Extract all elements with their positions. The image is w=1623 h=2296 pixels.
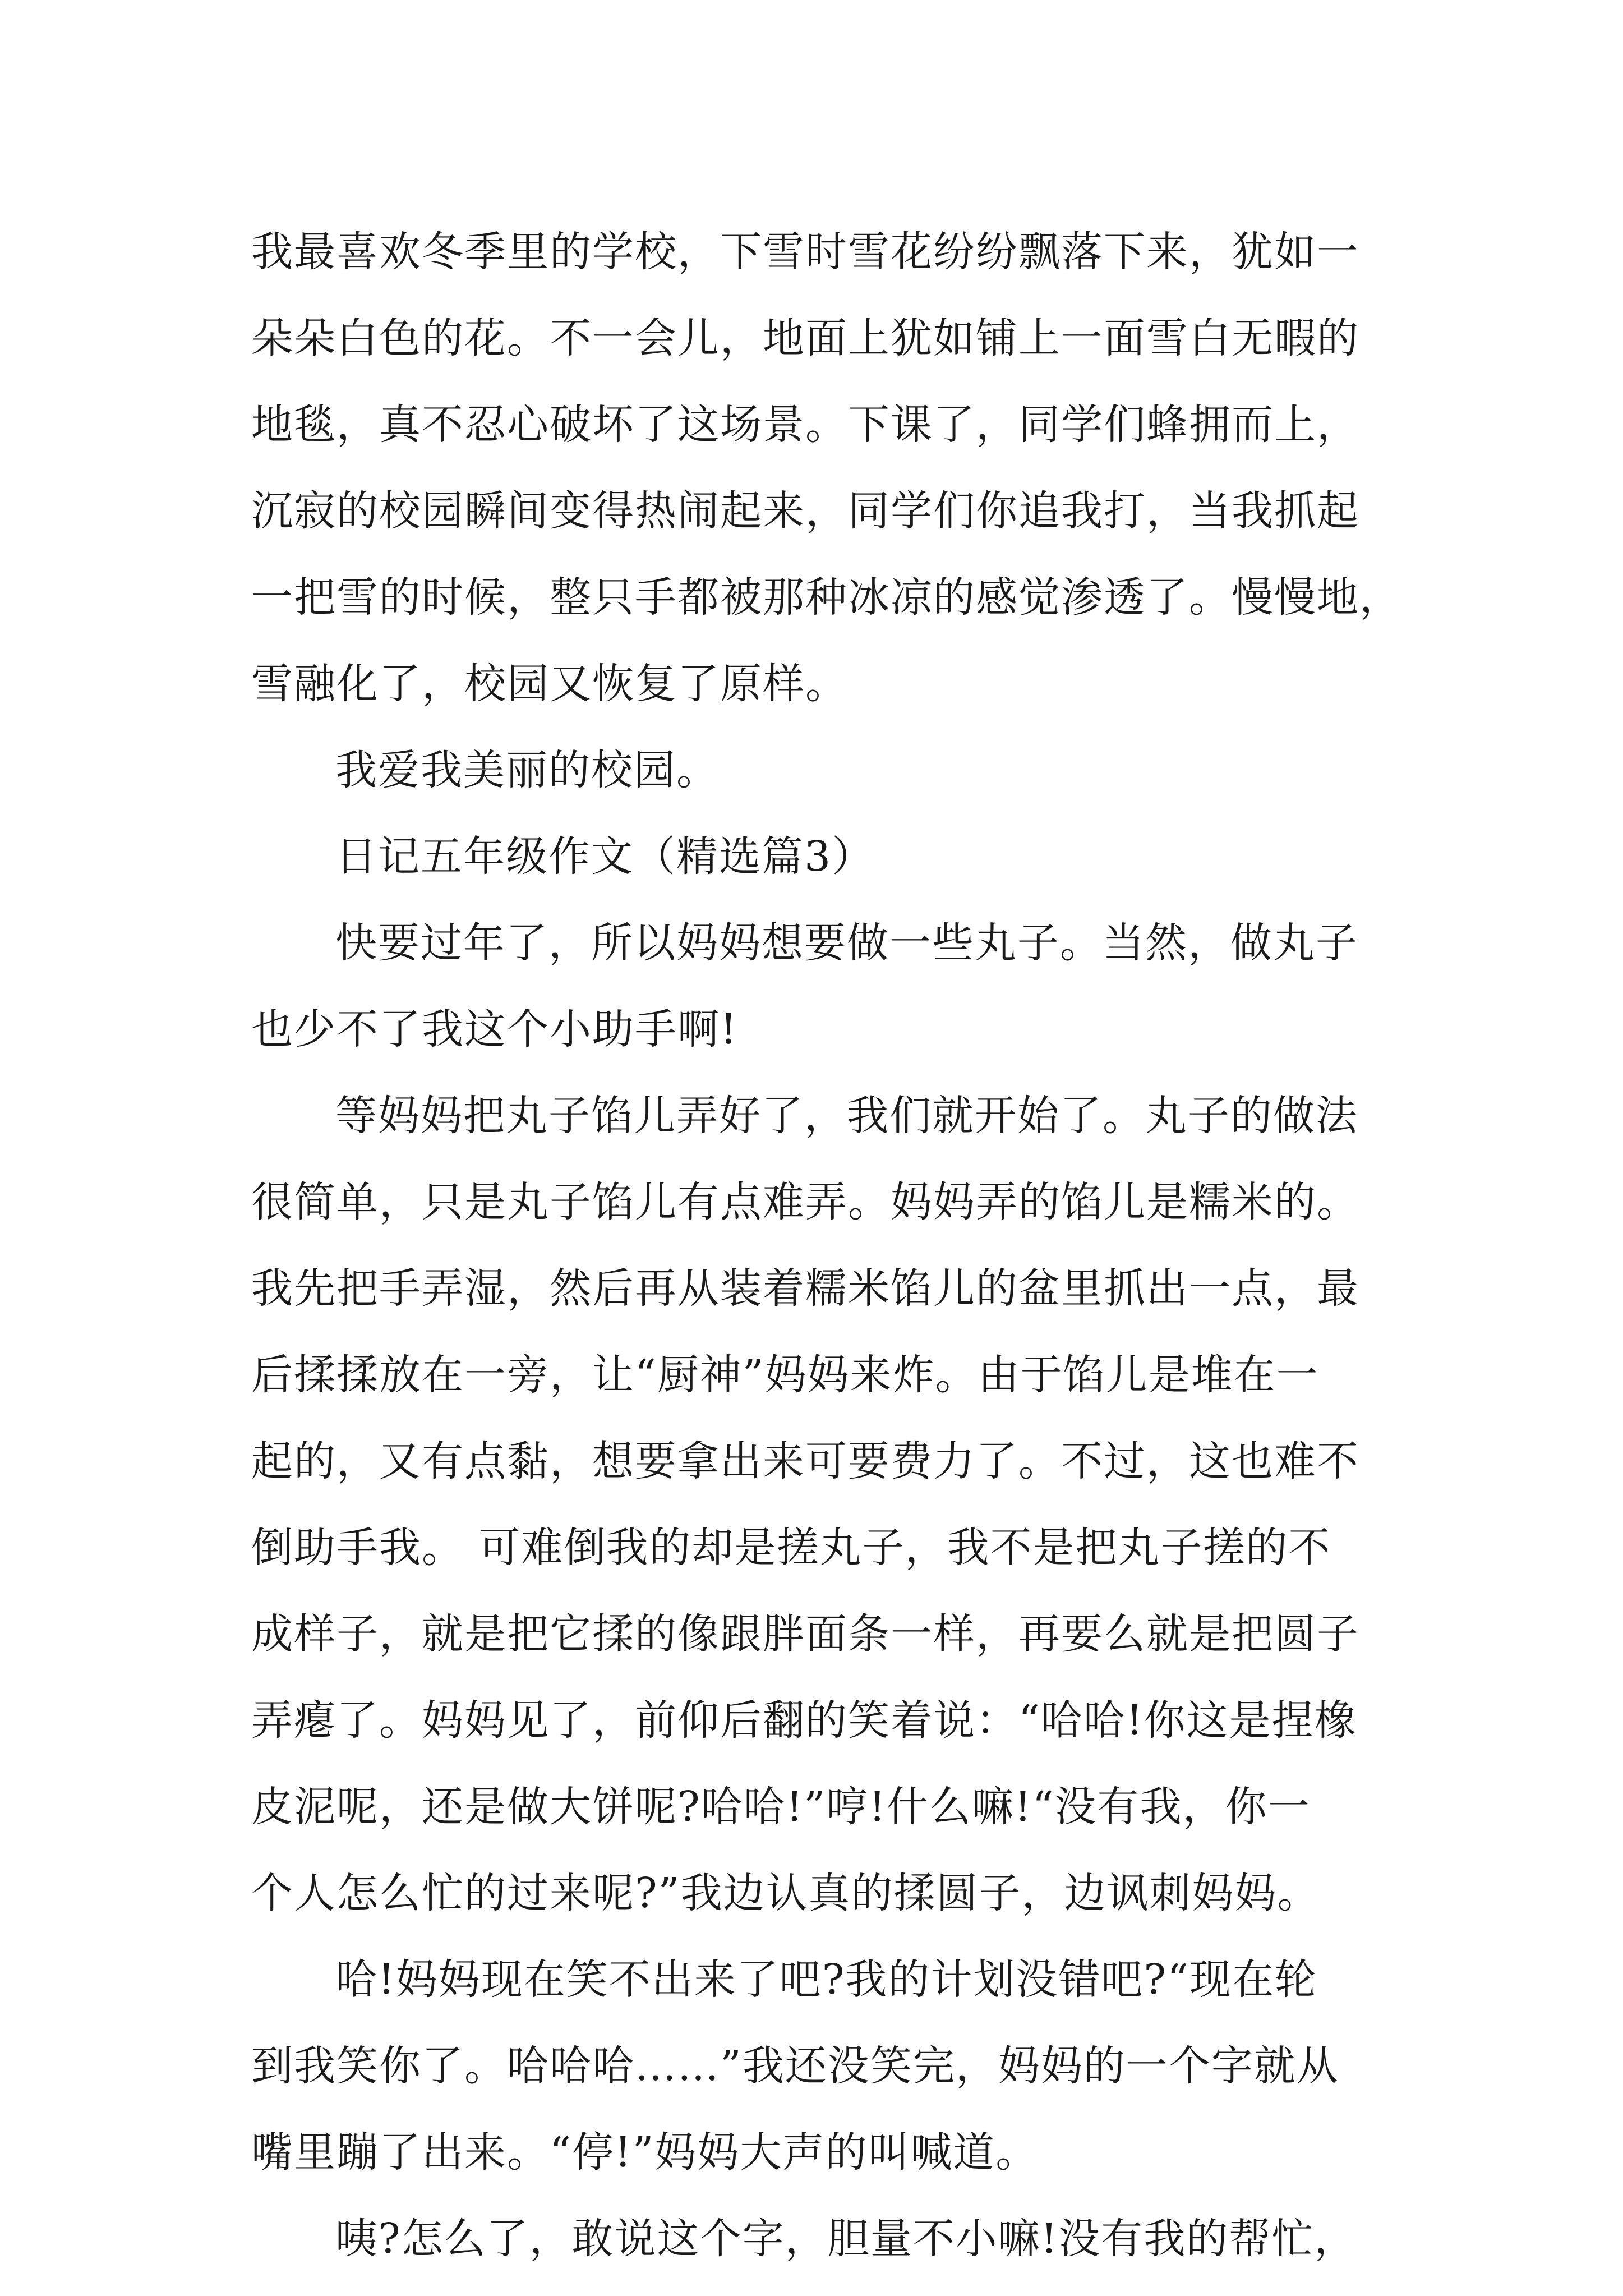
paragraph-love-campus [251,727,1399,813]
text-line: 我爱我美丽的校园。 [335,746,719,794]
paragraph-new-year [251,900,1399,1073]
text-line: 雪融化了，校园又恢复了原样。 [251,660,848,708]
text-line: 咦?怎么了，敢说这个字，胆量不小嘛!没有我的帮忙， [335,2215,1357,2263]
text-line: 沉寂的校园瞬间变得热闹起来，同学们你追我打，当我抓起 [251,487,1359,535]
text-line: 到我笑你了。哈哈哈……”我还没笑完，妈妈的一个字就从 [251,2042,1339,2090]
text-line: 一把雪的时候，整只手都被那种冰凉的感觉渗透了。慢慢地， [251,573,1402,622]
text-line: 成样子，就是把它揉的像跟胖面条一样，再要么就是把圆子 [251,1610,1359,1658]
document-body [251,209,1402,2282]
text-line: 很简单，只是丸子馅儿有点难弄。妈妈弄的馅儿是糯米的。 [251,1178,1359,1226]
heading-text: 日记五年级作文（精选篇3） [335,832,875,881]
text-line: 后揉揉放在一旁，让“厨神”妈妈来炸。由于馅儿是堆在一 [251,1351,1319,1399]
text-line: 地毯，真不忍心破坏了这场景。下课了，同学们蜂拥而上， [251,401,1359,449]
text-line: 我最喜欢冬季里的学校，下雪时雪花纷纷飘落下来，犹如一 [251,228,1359,276]
text-line: 弄瘪了。妈妈见了，前仰后翻的笑着说：“哈哈!你这是捏橡 [251,1696,1357,1745]
paragraph-what-happened [251,2196,1399,2282]
text-line: 起的，又有点黏，想要拿出来可要费力了。不过，这也难不 [251,1437,1359,1485]
text-line: 嘴里蹦了出来。“停!”妈妈大声的叫喊道。 [251,2128,1039,2177]
paragraph-mom-laughs [251,1936,1399,2196]
text-line: 也少不了我这个小助手啊! [251,1005,738,1053]
text-line: 皮泥呢，还是做大饼呢?哈哈!”哼!什么嘛!“没有我，你一 [251,1783,1311,1831]
paragraph-making-balls [251,1073,1399,1936]
text-line: 朵朵白色的花。不一会儿，地面上犹如铺上一面雪白无暇的 [251,314,1359,362]
text-line: 我先把手弄湿，然后再从装着糯米馅儿的盆里抓出一点，最 [251,1264,1359,1313]
text-line: 倒助手我。 可难倒我的却是搓丸子，我不是把丸子搓的不 [251,1524,1331,1572]
paragraph-winter-school [251,209,1402,727]
section-heading [251,813,1399,900]
text-line: 哈!妈妈现在笑不出来了吧?我的计划没错吧?“现在轮 [335,1955,1317,2004]
text-line: 个人怎么忙的过来呢?”我边认真的揉圆子，边讽刺妈妈。 [251,1869,1320,1917]
text-line: 等妈妈把丸子馅儿弄好了，我们就开始了。丸子的做法 [335,1092,1358,1140]
text-line: 快要过年了，所以妈妈想要做一些丸子。当然，做丸子 [335,919,1358,967]
